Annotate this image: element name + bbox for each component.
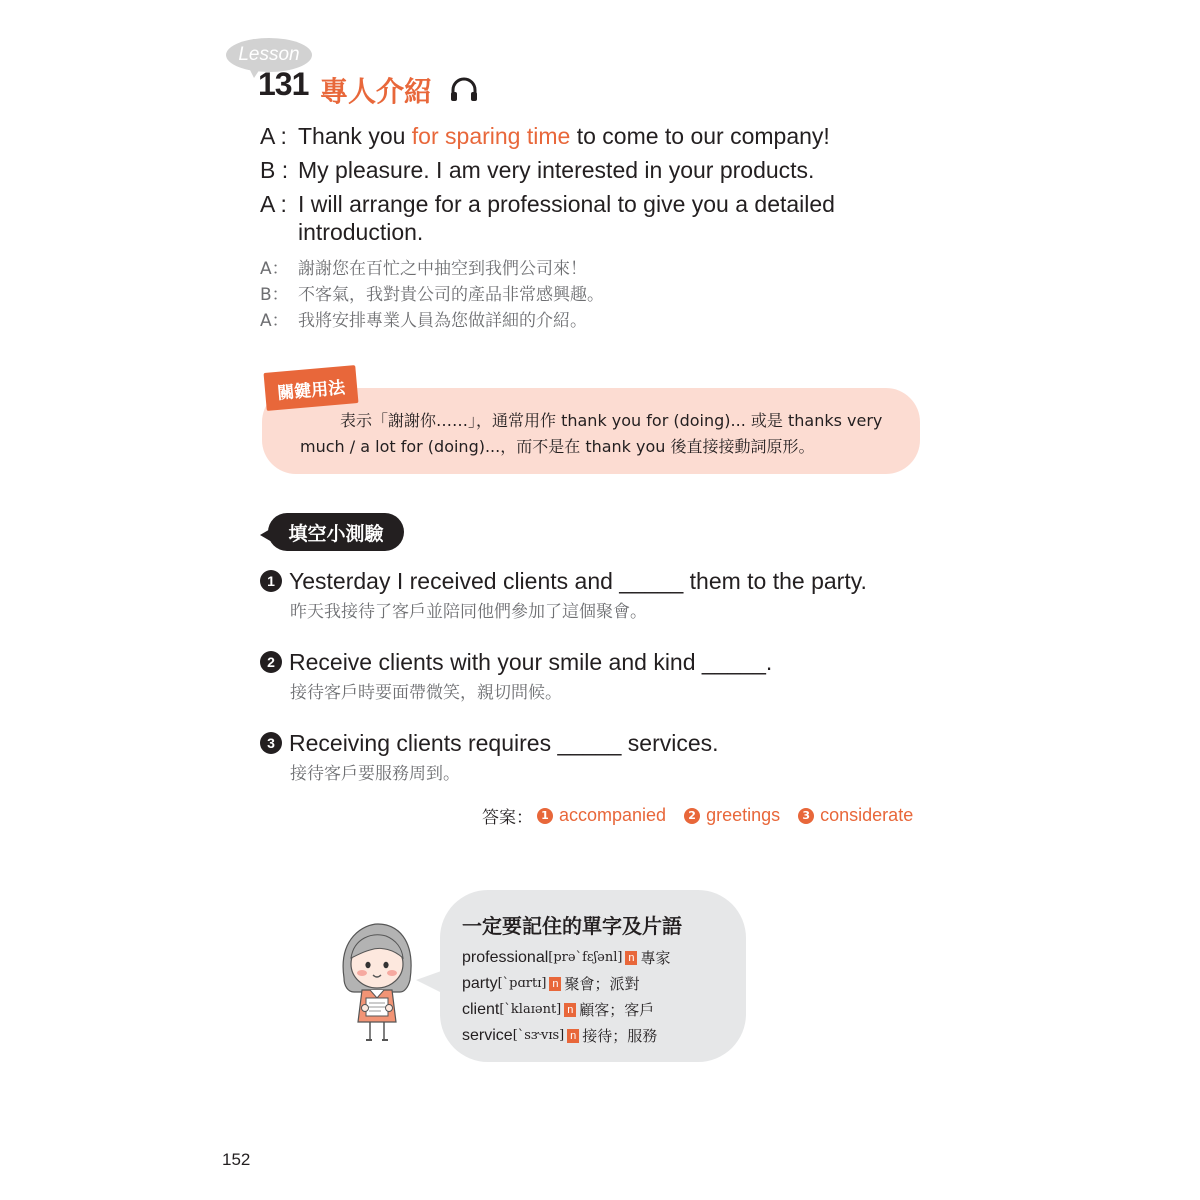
speaker: A： <box>260 259 289 279</box>
vocab-item <box>462 1025 657 1047</box>
speaker: A： <box>260 311 289 331</box>
speaker: A : <box>260 123 287 149</box>
question-translation: 接待客戶要服務周到。 <box>290 764 460 784</box>
translation-line-1 <box>260 257 587 281</box>
vocab-item <box>462 973 639 995</box>
dialog-text: I will arrange for a professional to give you a detailed introduction. <box>298 191 835 245</box>
vocab-meaning: 聚會；派對 <box>564 975 640 993</box>
answer-number-badge: 1 <box>537 808 553 824</box>
headphone-icon[interactable] <box>449 76 479 102</box>
answer-word: considerate <box>820 805 914 825</box>
answer-key <box>482 803 931 828</box>
vocab-item <box>462 947 670 969</box>
dialog-text: Thank you <box>298 123 412 149</box>
speaker: B : <box>260 157 289 183</box>
key-usage-text: 表示「謝謝你……」，通常用作 thank you for (doing)... 或是 thanks very much / a lot for (doing)...，而不是在 thank you 後直接接動詞原形。 <box>300 411 883 456</box>
answer-number-badge: 2 <box>684 808 700 824</box>
question-translation: 接待客戶時要面帶微笑，親切問候。 <box>290 683 562 703</box>
vocab-meaning: 專家 <box>640 949 671 967</box>
vocab-word: client <box>462 1001 500 1018</box>
translation-text: 不客氣，我對貴公司的產品非常感興趣。 <box>298 285 604 305</box>
vocab-meaning: 顧客；客戶 <box>579 1001 655 1019</box>
page-number: 152 <box>222 1150 251 1169</box>
vocab-word: professional <box>462 949 549 966</box>
lesson-tag: Lesson <box>226 38 312 72</box>
answer-number-badge: 3 <box>798 808 814 824</box>
vocab-title: 一定要記住的單字及片語 <box>462 914 682 938</box>
vocab-meaning: 接待；服務 <box>582 1027 658 1045</box>
vocab-word: party <box>462 975 498 992</box>
question-translation: 昨天我接待了客戶並陪同他們參加了這個聚會。 <box>290 602 647 622</box>
question-number-badge: 3 <box>260 732 282 754</box>
dialog-text: My pleasure. I am very interested in your products. <box>298 157 815 183</box>
question-text: Yesterday I received clients and _____ them to the party. <box>289 568 867 594</box>
question-number-badge: 1 <box>260 570 282 592</box>
question-number-badge: 2 <box>260 651 282 673</box>
question-text: Receive clients with your smile and kind _____. <box>289 649 773 675</box>
dialog-line-3 <box>260 190 858 246</box>
answer-word: accompanied <box>559 805 667 825</box>
quiz-question-2 <box>260 648 772 676</box>
question-text: Receiving clients requires _____ services. <box>289 730 719 756</box>
translation-text: 謝謝您在百忙之中抽空到我們公司來！ <box>298 259 587 279</box>
highlight-phrase: for sparing time <box>411 123 571 149</box>
vocab-ipa: [prə`fɛʃənl] <box>548 950 623 965</box>
vocab-ipa: [`pɑrtɪ] <box>497 976 547 991</box>
dialog-line-1 <box>260 122 858 150</box>
dialog-text: to come to our company! <box>570 123 830 149</box>
vocab-ipa: [`sɝvɪs] <box>512 1028 565 1043</box>
vocab-word: service <box>462 1027 513 1044</box>
translation-line-3 <box>260 309 587 333</box>
pos-badge: n <box>567 1029 579 1043</box>
translation-line-2 <box>260 283 604 307</box>
vocab-item <box>462 999 654 1021</box>
lesson-number: 131 <box>258 66 309 102</box>
speaker: A : <box>260 191 287 217</box>
dialog-line-2 <box>260 156 858 184</box>
vocab-ipa: [`klaɪənt] <box>499 1002 562 1017</box>
pos-badge: n <box>564 1003 576 1017</box>
answer-word: greetings <box>706 805 781 825</box>
lesson-title: 專人介紹 <box>320 75 433 108</box>
pos-badge: n <box>549 977 561 991</box>
quiz-question-1 <box>260 567 867 595</box>
quiz-label: 填空小測驗 <box>268 513 404 551</box>
speaker: B： <box>260 285 289 305</box>
answer-label: 答案： <box>482 808 533 828</box>
quiz-question-3 <box>260 729 719 757</box>
key-usage-label: 關鍵用法 <box>264 365 359 411</box>
translation-text: 我將安排專業人員為您做詳細的介紹。 <box>298 311 587 331</box>
pos-badge: n <box>625 951 637 965</box>
girl-illustration <box>334 918 420 1046</box>
